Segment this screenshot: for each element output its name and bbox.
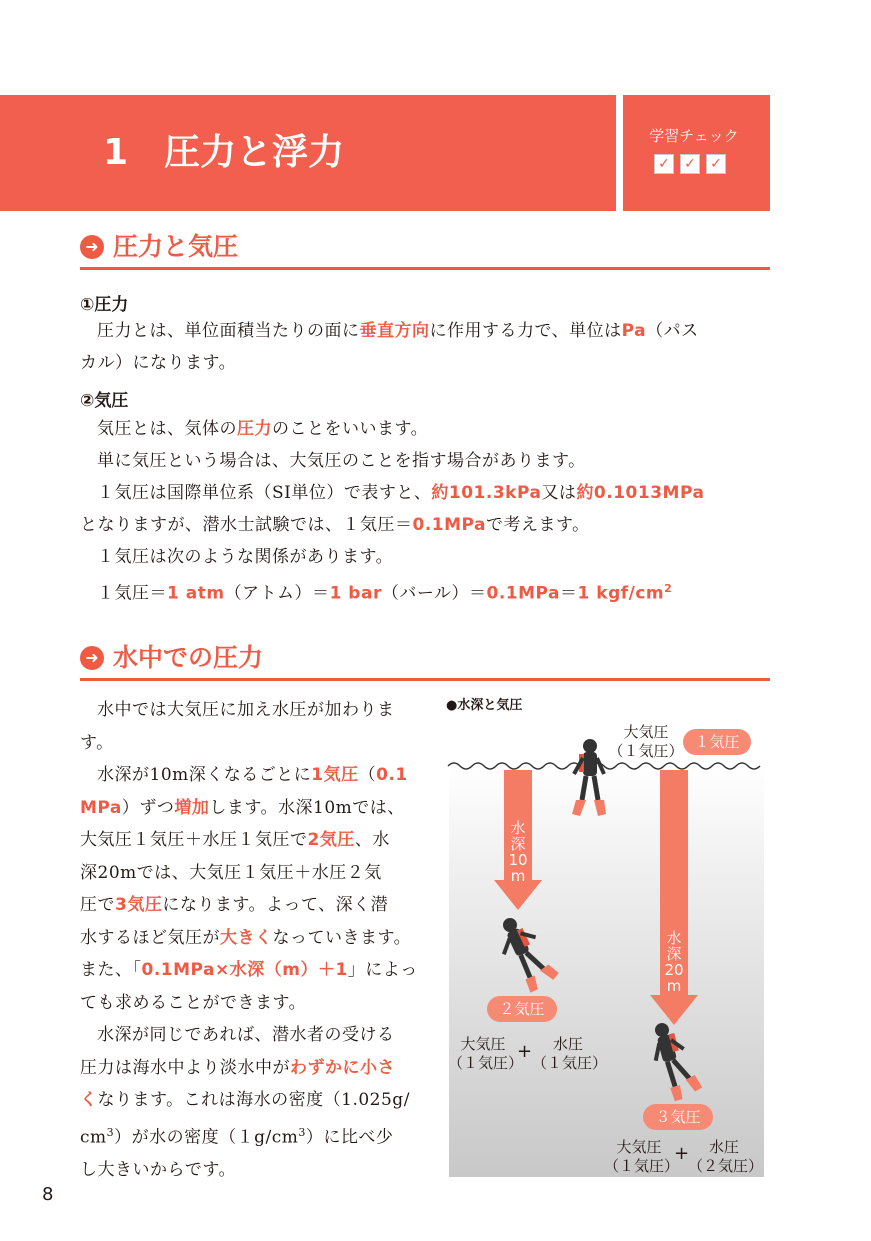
arrow-right-circle-icon: ➜ xyxy=(80,646,104,670)
section-heading-pressure xyxy=(80,229,770,270)
banner-divider xyxy=(616,95,623,211)
study-checkbox-2[interactable]: ✓ xyxy=(680,154,700,174)
water-surface-wave xyxy=(448,763,760,769)
subheading-pressure: ①圧力 xyxy=(80,295,129,315)
paragraph-underwater: 水中では大気圧に加え水圧が加わりま す。 水深が10m深くなるごとに1気圧（0.1 MPa）ずつ増加します。水深10mでは、 大気圧１気圧＋水圧１気圧で2気圧、水 深20mでは、大気圧１気圧＋水圧２気 圧で3気圧になります。よって、深く潜 水するほど気圧が大きくなっていきます。 また、「0.1MPa×水深（m）＋1」によっ ても求めることができます。 水深が同じであれば、潜水者の受ける 圧力は海水中より淡水中がわずかに小さ くなります。これは海水の密度（1.025g/ $cm^3$）が水の密度$(1g/cm^3)$に比べ少 し大きいからです。 xyxy=(80,700,418,1180)
pill-3-atm: ３気圧 xyxy=(643,1104,713,1130)
pill-2-atm: ２気圧 xyxy=(487,996,557,1022)
section-heading-text: 圧力と気圧 xyxy=(113,232,239,261)
chapter-title-text: 圧力と浮力 xyxy=(164,132,345,173)
paragraph-air-pressure: 気圧とは、気体の圧力のことをいいます。 単に気圧という場合は、大気圧のことを指す場合があります。 １気圧は国際単位系（SI単位）で表すと、約101.3kPa又は約0.1013MPa となりますが、潜水士試験では、１気圧＝0.1MPaで考えます。 １気圧は次のような関係があります。 １気圧＝1 atm（アトム）＝1 bar（バール）＝0.1MPa＝1 kgf/$cm^2$ xyxy=(80,419,705,604)
diver-10m-icon xyxy=(491,909,562,997)
arrow-label-20m: 水 深 20 m xyxy=(664,929,684,995)
paragraph-pressure: 圧力とは、単位面積当たりの面に垂直方向に作用する力で、単位はPa（パス カル）になります。 xyxy=(80,321,699,373)
study-check-label: 学習チェック xyxy=(649,127,739,145)
chapter-title xyxy=(103,95,344,211)
bottom-water-label: 水圧 （２気圧） xyxy=(688,1138,764,1175)
figure-caption: ●水深と気圧 xyxy=(446,698,523,713)
study-checkbox-1[interactable]: ✓ xyxy=(654,154,674,174)
surface-pressure-label: 大気圧 （１気圧） xyxy=(608,723,684,760)
section-heading-underwater xyxy=(80,640,770,681)
mid-water-label: 水圧 （１気圧） xyxy=(532,1035,608,1072)
subheading-air-pressure: ②気圧 xyxy=(80,391,129,411)
arrow-label-10m: 水 深 10 m xyxy=(508,819,528,885)
chapter-number: 1 xyxy=(103,132,129,173)
plus-sign: + xyxy=(674,1143,690,1164)
study-check-boxes xyxy=(654,154,726,174)
pill-1-atm: １気圧 xyxy=(683,729,751,755)
plus-sign: + xyxy=(517,1041,533,1062)
study-checkbox-3[interactable]: ✓ xyxy=(706,154,726,174)
mid-atmos-label: 大気圧 （１気圧） xyxy=(448,1035,524,1072)
depth-figure-graphics xyxy=(440,720,770,1180)
depth-arrow-20m-head xyxy=(650,995,698,1025)
section-heading-text: 水中での圧力 xyxy=(113,643,264,672)
chapter-banner xyxy=(0,95,770,211)
diver-surface-icon xyxy=(572,739,606,816)
bottom-atmos-label: 大気圧 （１気圧） xyxy=(604,1138,680,1175)
page-number: 8 xyxy=(42,1184,54,1205)
arrow-right-circle-icon: ➜ xyxy=(80,235,104,259)
diver-20m-icon xyxy=(647,1017,704,1103)
